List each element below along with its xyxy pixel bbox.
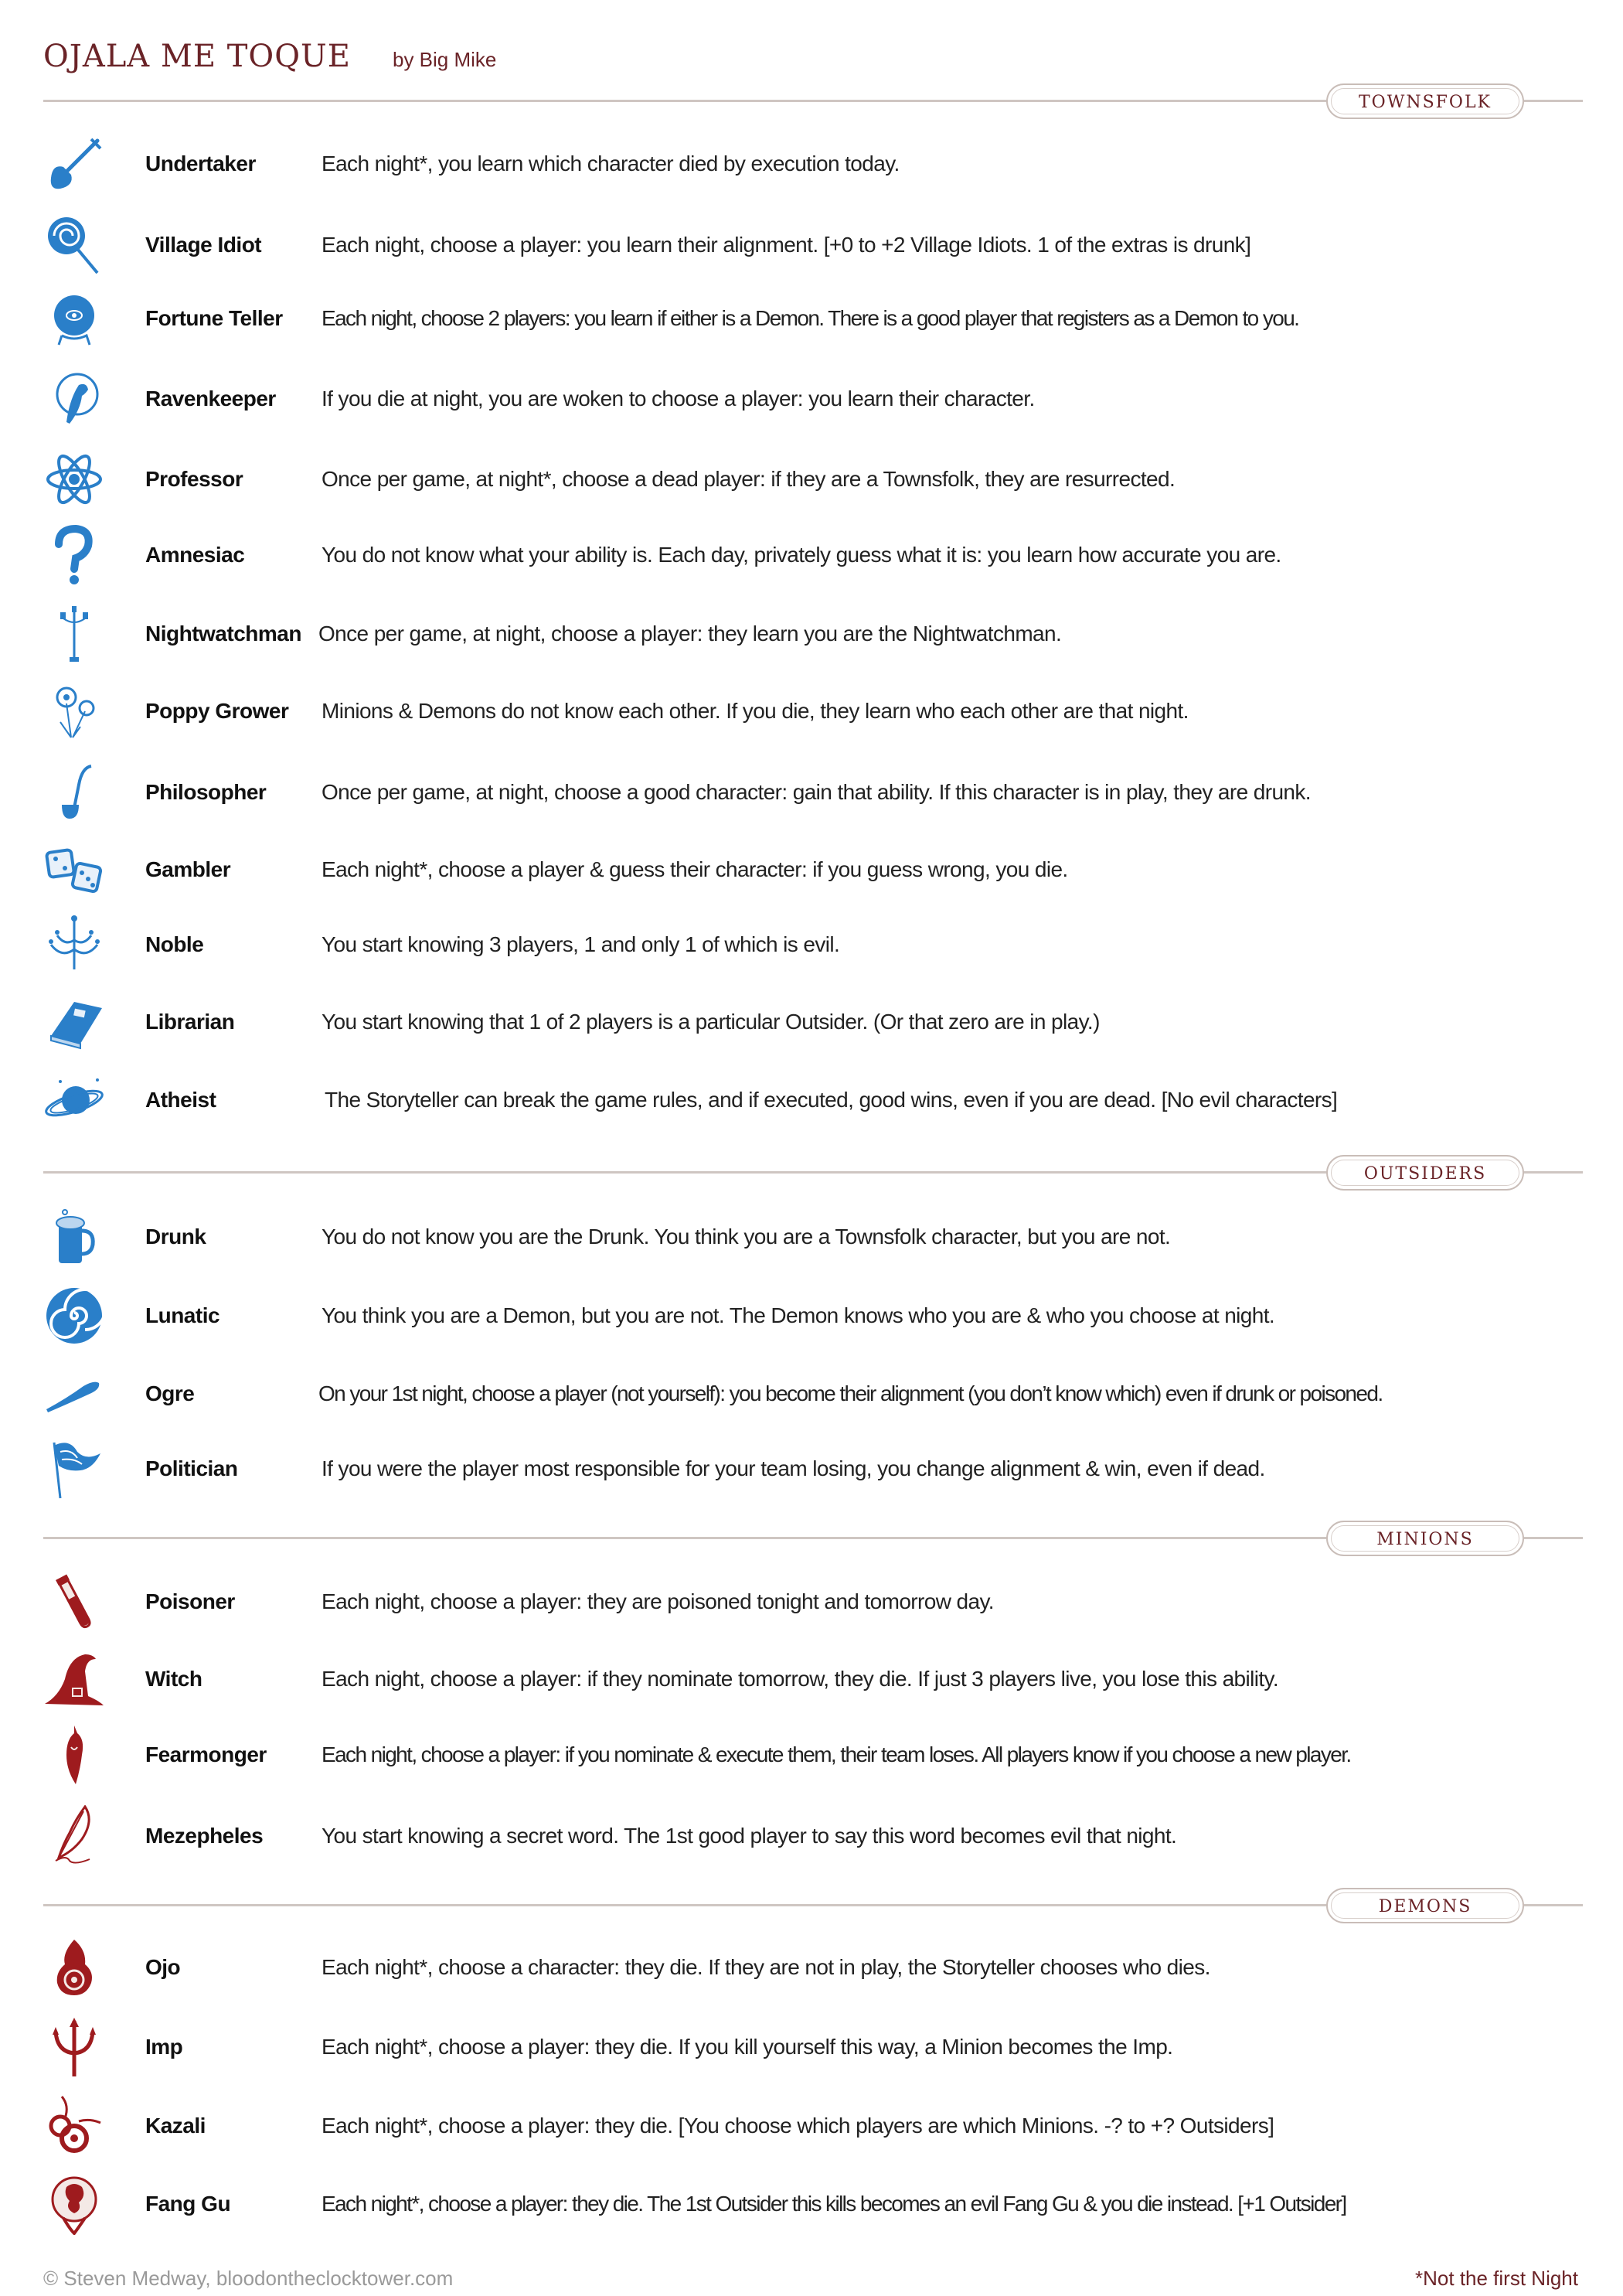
character-name: Drunk [145, 1225, 206, 1248]
character-name: Poppy Grower [145, 699, 289, 723]
poppy-flower-icon [43, 680, 105, 742]
character-ability: Once per game, at night, choose a good character: gain that ability. If this character is in play, they are drunk. [322, 780, 1311, 804]
character-name: Mezepheles [145, 1824, 264, 1848]
character-ability: Minions & Demons do not know each other. If you die, they learn who each other are that night. [322, 699, 1189, 723]
chandelier-icon [43, 914, 105, 976]
character-ability: Each night, choose a player: they are poisoned tonight and tomorrow day. [322, 1589, 994, 1613]
character-name: Philosopher [145, 780, 267, 804]
raven-icon [43, 368, 105, 430]
beer-mug-icon [43, 1206, 105, 1268]
character-row [0, 368, 1623, 430]
character-name: Professor [145, 467, 243, 491]
character-ability: Once per game, at night, choose a player: they learn you are the Nightwatchman. [318, 622, 1062, 646]
character-name: Fang Gu [145, 2192, 231, 2216]
section-label-townsfolk: TOWNSFOLK [1326, 83, 1524, 119]
character-row [0, 839, 1623, 901]
character-ability: You start knowing that 1 of 2 players is a particular Outsider. (Or that zero are in play.) [322, 1010, 1100, 1034]
script-title: OJALA ME TOQUE [43, 39, 351, 74]
character-name: Ojo [145, 1955, 181, 1979]
character-ability: Each night*, choose a player & guess their character: if you guess wrong, you die. [322, 857, 1068, 881]
character-ability: Each night*, choose a player: they die. [You choose which players are which Minions. -? to +? Outsiders] [322, 2114, 1274, 2138]
character-name: Ravenkeeper [145, 387, 276, 410]
character-name: Fearmonger [145, 1742, 267, 1766]
character-ability: Each night*, choose a player: they die. The 1st Outsider this kills becomes an evil Fang Gu & you die instead. [+1 Outsider] [322, 2192, 1346, 2216]
section-label-demons: DEMONS [1326, 1888, 1524, 1923]
question-mark-icon [43, 524, 105, 586]
character-name: Kazali [145, 2114, 206, 2138]
character-name: Gambler [145, 857, 231, 881]
character-ability: On your 1st night, choose a player (not yourself): you become their alignment (you don’t know which) even if drunk or poisoned. [318, 1381, 1383, 1405]
character-row [0, 1363, 1623, 1425]
atom-icon [43, 448, 105, 510]
character-row [0, 524, 1623, 586]
flaming-eye-icon [43, 1937, 105, 1998]
character-ability: You do not know you are the Drunk. You think you are a Townsfolk character, but you are not. [322, 1225, 1171, 1248]
spiral-icon [43, 1285, 105, 1347]
dice-icon [43, 839, 105, 901]
character-name: Librarian [145, 1010, 235, 1034]
swirl-creature-icon [43, 2095, 105, 2157]
character-ability: Each night*, choose a player: they die. If you kill yourself this way, a Minion becomes the Imp. [322, 2035, 1173, 2059]
character-row [0, 914, 1623, 976]
character-row [0, 1206, 1623, 1268]
character-row [0, 1805, 1623, 1867]
character-row [0, 1724, 1623, 1786]
witch-hat-icon [43, 1648, 105, 1710]
character-row [0, 288, 1623, 349]
character-row [0, 2095, 1623, 2157]
vial-icon [43, 1571, 105, 1633]
character-row [0, 1285, 1623, 1347]
character-row [0, 761, 1623, 823]
character-ability: Each night*, choose a character: they die. If they are not in play, the Storyteller chooses who dies. [322, 1955, 1210, 1979]
character-ability: Each night, choose a player: if you nominate & execute them, their team loses. All players know if you choose a new player. [322, 1742, 1351, 1766]
character-ability: Each night*, you learn which character died by execution today. [322, 152, 900, 175]
character-row [0, 133, 1623, 195]
character-name: Imp [145, 2035, 183, 2059]
character-ability: Each night, choose a player: if they nominate tomorrow, they die. If just 3 players live, you lose this ability. [322, 1667, 1279, 1691]
character-ability: If you die at night, you are woken to choose a player: you learn their character. [322, 387, 1035, 410]
character-name: Amnesiac [145, 543, 245, 567]
shovel-icon [43, 133, 105, 195]
section-label-minions: MINIONS [1326, 1521, 1524, 1556]
character-ability: You think you are a Demon, but you are not. The Demon knows who you are & who you choose at night. [322, 1303, 1275, 1327]
flag-icon [43, 1438, 105, 1500]
pipe-icon [43, 761, 105, 823]
character-name: Poisoner [145, 1589, 235, 1613]
lamppost-icon [43, 603, 105, 665]
section-label-outsiders: OUTSIDERS [1326, 1155, 1524, 1191]
character-row [0, 1937, 1623, 1998]
character-name: Undertaker [145, 152, 256, 175]
book-icon [43, 991, 105, 1053]
monkey-medallion-icon [43, 2173, 105, 2235]
character-name: Ogre [145, 1381, 195, 1405]
character-row [0, 680, 1623, 742]
character-ability: The Storyteller can break the game rules, and if executed, good wins, even if you are dead. [No evil characters] [325, 1088, 1338, 1112]
character-name: Atheist [145, 1088, 216, 1112]
character-ability: You do not know what your ability is. Each day, privately guess what it is: you learn how accurate you are. [322, 543, 1281, 567]
character-name: Noble [145, 932, 204, 956]
character-ability: Each night, choose 2 players: you learn if either is a Demon. There is a good player that registers as a Demon to you. [322, 306, 1299, 330]
club-icon [43, 1363, 105, 1425]
character-row [0, 448, 1623, 510]
character-ability: If you were the player most responsible for your team losing, you change alignment & win, even if dead. [322, 1456, 1265, 1480]
script-author: by Big Mike [393, 48, 497, 71]
character-name: Politician [145, 1456, 238, 1480]
reaper-icon [43, 1724, 105, 1786]
character-row [0, 1571, 1623, 1633]
character-row [0, 603, 1623, 665]
character-row [0, 1438, 1623, 1500]
first-night-note: *Not the first Night [1415, 2267, 1578, 2290]
character-row [0, 1069, 1623, 1131]
character-row [0, 1648, 1623, 1710]
planet-icon [43, 1069, 105, 1131]
character-row [0, 2173, 1623, 2235]
character-row [0, 2016, 1623, 2078]
character-ability: You start knowing 3 players, 1 and only 1 of which is evil. [322, 932, 840, 956]
character-name: Lunatic [145, 1303, 220, 1327]
crystal-ball-icon [43, 288, 105, 349]
character-row [0, 214, 1623, 276]
quill-icon [43, 1805, 105, 1867]
character-name: Witch [145, 1667, 202, 1691]
trident-icon [43, 2016, 105, 2078]
character-row [0, 991, 1623, 1053]
character-name: Nightwatchman [145, 622, 301, 646]
character-ability: Each night, choose a player: you learn their alignment. [+0 to +2 Village Idiots. 1 of the extras is drunk] [322, 233, 1251, 257]
lollipop-icon [43, 214, 105, 276]
character-ability: Once per game, at night*, choose a dead player: if they are a Townsfolk, they are resurrected. [322, 467, 1176, 491]
character-name: Fortune Teller [145, 306, 283, 330]
character-ability: You start knowing a secret word. The 1st good player to say this word becomes evil that night. [322, 1824, 1177, 1848]
character-name: Village Idiot [145, 233, 262, 257]
copyright-notice: © Steven Medway, bloodontheclocktower.com [43, 2267, 454, 2290]
